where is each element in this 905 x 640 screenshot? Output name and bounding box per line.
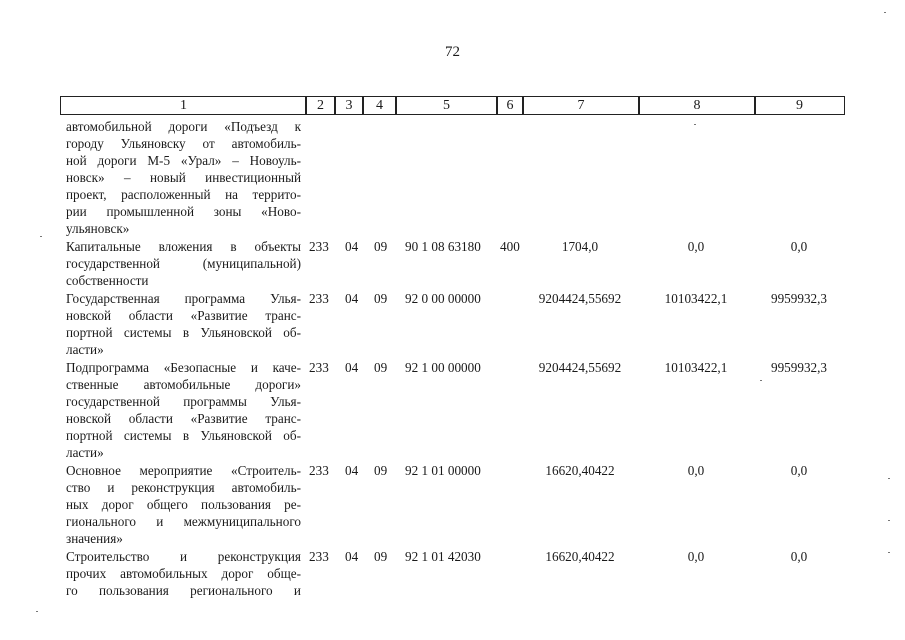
row-description <box>66 118 301 237</box>
row-description <box>66 238 301 289</box>
header-col-4: 4 <box>362 96 397 115</box>
cell-amount-col7: 16620,40422 <box>545 463 615 478</box>
description-line: государственной (муниципальной) <box>66 256 301 271</box>
cell-amount-col8: 0,0 <box>687 549 705 564</box>
description-line: Строительство и реконструкция <box>66 549 301 564</box>
table-header <box>60 96 844 115</box>
cell-section: 04 <box>345 463 359 478</box>
description-line: ласти» <box>66 342 104 357</box>
header-col-5: 5 <box>395 96 498 115</box>
cell-subsection: 09 <box>374 360 388 375</box>
cell-ministry-code: 233 <box>309 549 329 564</box>
description-line: значения» <box>66 531 123 546</box>
cell-ministry-code: 233 <box>309 239 329 254</box>
description-line: ульяновск» <box>66 221 130 236</box>
scan-speck <box>36 611 38 612</box>
description-line: го пользования регионального и <box>66 583 301 598</box>
row-description <box>66 290 301 358</box>
row-description <box>66 462 301 547</box>
cell-amount-col8: 0,0 <box>687 463 705 478</box>
header-col-2: 2 <box>305 96 336 115</box>
cell-subsection: 09 <box>374 291 388 306</box>
scan-speck <box>888 478 890 479</box>
scan-speck <box>694 124 696 125</box>
cell-target-article: 92 1 01 00000 <box>405 463 481 478</box>
cell-amount-col8: 10103422,1 <box>664 291 728 306</box>
description-line: Подпрограмма «Безопасные и каче- <box>66 360 301 375</box>
cell-target-article: 92 1 00 00000 <box>405 360 481 375</box>
description-line: ной дороги М-5 «Урал» – Новоуль- <box>66 153 301 168</box>
row-description <box>66 548 301 599</box>
cell-section: 04 <box>345 291 359 306</box>
description-line: портной системы в Ульяновской об- <box>66 428 301 443</box>
scan-speck <box>888 552 890 553</box>
cell-ministry-code: 233 <box>309 360 329 375</box>
cell-amount-col7: 16620,40422 <box>545 549 615 564</box>
cell-amount-col7: 1704,0 <box>561 239 599 254</box>
header-col-9: 9 <box>754 96 845 115</box>
description-line: гионального и межмуниципального <box>66 514 301 529</box>
description-line: Капитальные вложения в объекты <box>66 239 301 254</box>
cell-section: 04 <box>345 549 359 564</box>
description-line: собственности <box>66 273 149 288</box>
cell-section: 04 <box>345 360 359 375</box>
cell-target-article: 92 0 00 00000 <box>405 291 481 306</box>
description-line: автомобильной дороги «Подъезд к <box>66 119 301 134</box>
description-line: городу Ульяновску от автомобиль- <box>66 136 301 151</box>
cell-amount-col9: 9959932,3 <box>770 360 828 375</box>
cell-amount-col7: 9204424,55692 <box>538 291 622 306</box>
description-line: ласти» <box>66 445 104 460</box>
cell-ministry-code: 233 <box>309 291 329 306</box>
row-description <box>66 359 301 461</box>
header-col-6: 6 <box>496 96 524 115</box>
scan-speck <box>888 520 890 521</box>
cell-amount-col9: 0,0 <box>790 463 808 478</box>
scan-speck <box>40 236 42 237</box>
description-line: рии промышленной зоны «Ново- <box>66 204 301 219</box>
description-line: новской области «Развитие транс- <box>66 411 301 426</box>
page-number: 72 <box>445 44 460 60</box>
cell-subsection: 09 <box>374 549 388 564</box>
description-line: новск» – новый инвестиционный <box>66 170 301 185</box>
header-col-7: 7 <box>522 96 640 115</box>
cell-ministry-code: 233 <box>309 463 329 478</box>
cell-subsection: 09 <box>374 239 388 254</box>
description-line: портной системы в Ульяновской об- <box>66 325 301 340</box>
cell-amount-col8: 10103422,1 <box>664 360 728 375</box>
description-line: Основное мероприятие «Строитель- <box>66 463 301 478</box>
header-col-8: 8 <box>638 96 756 115</box>
scan-speck <box>760 380 762 381</box>
cell-target-article: 92 1 01 42030 <box>405 549 481 564</box>
description-line: ственные автомобильные дороги» <box>66 377 301 392</box>
cell-subsection: 09 <box>374 463 388 478</box>
cell-amount-col9: 0,0 <box>790 239 808 254</box>
cell-expense-type: 400 <box>500 239 520 254</box>
description-line: государственной программы Улья- <box>66 394 301 409</box>
cell-amount-col7: 9204424,55692 <box>538 360 622 375</box>
header-col-3: 3 <box>334 96 364 115</box>
scan-speck <box>884 12 886 13</box>
header-col-1: 1 <box>60 96 307 115</box>
cell-amount-col8: 0,0 <box>687 239 705 254</box>
description-line: проект, расположенный на террито- <box>66 187 301 202</box>
cell-amount-col9: 0,0 <box>790 549 808 564</box>
cell-section: 04 <box>345 239 359 254</box>
description-line: ство и реконструкция автомобиль- <box>66 480 301 495</box>
cell-amount-col9: 9959932,3 <box>770 291 828 306</box>
description-line: ных дорог общего пользования ре- <box>66 497 301 512</box>
cell-target-article: 90 1 08 63180 <box>405 239 481 254</box>
description-line: Государственная программа Улья- <box>66 291 301 306</box>
description-line: прочих автомобильных дорог обще- <box>66 566 301 581</box>
description-line: новской области «Развитие транс- <box>66 308 301 323</box>
